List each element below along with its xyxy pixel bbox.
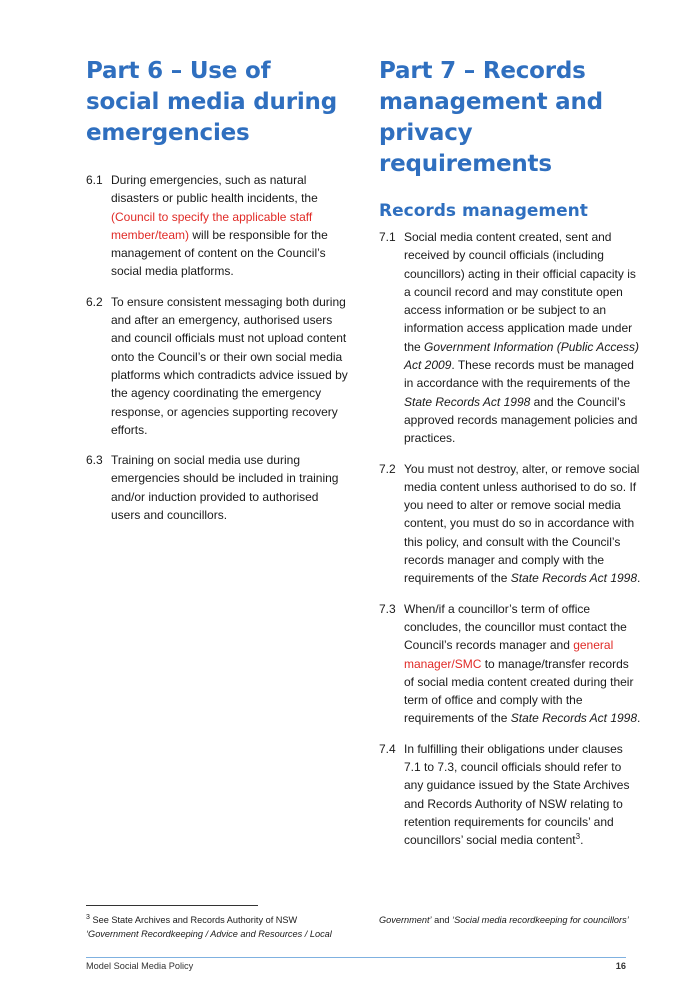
footnote-text: and [431,915,453,925]
part6-title: Part 6 – Use of social media during emergencies [86,58,337,146]
footnote-mark: 3 [86,913,90,921]
clause-text: During emergencies, such as natural disasters or public health incidents, the [111,173,318,206]
act-title: State Records Act 1998 [510,571,638,586]
clause-text: Training on social media use during emergencies should be included in training and/or induction provided to authorised users and councillors. [111,453,339,523]
clause-number: 7.1 [379,230,396,244]
clause-7-2 [379,460,641,588]
clause-text: to manage/transfer records of social media content created during their term of office and comply with the requirements of the [404,656,634,726]
clause-text: In fulfilling their obligations under clauses 7.1 to 7.3, council officials should refer to any guidance issued by the State Archives and Records Authority of NSW relating to retention requirements for councils’ and councillors’ social media content [404,741,630,848]
clause-text: . [580,833,584,848]
clause-text: When/if a councillor’s term of office concludes, the councillor must contact the Council’s records manager and [404,601,627,653]
placeholder-text: (Council to specify the applicable staff member/team) [111,209,313,242]
part6-column [86,56,348,524]
act-title: Government Information (Public Access) Act 2009 [404,339,639,373]
act-title: State Records Act 1998 [510,711,638,726]
act-title: State Records Act 1998 [404,394,531,409]
clause-7-4 [379,740,641,850]
clause-6-3 [86,451,348,524]
clause-text: . [637,711,641,726]
part7-title: Part 7 – Records management and privacy requirements [379,58,603,177]
clause-6-2 [86,293,348,439]
clause-text: . These records must be managed in accordance with the requirements of the [404,358,634,391]
footnote-italic-text: ‘Government Recordkeeping / Advice and Resources / Local [86,929,332,939]
clause-7-1 [379,228,641,448]
footnote-right [379,913,629,927]
footer-rule [86,957,626,958]
clause-text: and the Council’s approved records management policies and practices. [404,394,638,446]
footnote-italic-text: ‘Social media recordkeeping for councillors’ [452,915,629,925]
footnote-left [86,913,356,941]
clause-number: 6.1 [86,173,103,187]
clause-number: 7.4 [379,741,396,756]
clause-number: 6.3 [86,453,103,468]
footnote-italic-text: Government’ [379,915,432,925]
clause-number: 6.2 [86,294,103,309]
clause-text: . [637,571,641,586]
footer-doc-title: Model Social Media Policy [86,961,194,971]
clause-text: To ensure consistent messaging both during and after an emergency, authorised users and council officials must not upload content onto the Council’s or their own social media platforms which contradicts advice issued by the agency coordinating the emergency response, or agencies supporting recovery efforts. [111,294,348,437]
footnote-text: See State Archives and Records Authority of NSW [89,915,298,925]
clause-7-3 [379,600,641,728]
records-management-heading: Records management [379,201,588,221]
footnote-separator [86,905,258,906]
clause-number: 7.3 [379,601,396,616]
footnote-reference[interactable]: 3 [575,832,581,842]
clause-6-1 [86,171,348,281]
part7-column [379,56,641,850]
clause-text: will be responsible for the management of content on the Council’s social media platforms. [111,227,328,279]
clause-number: 7.2 [379,461,396,476]
footer-page-number: 16 [615,961,626,971]
clause-text: You must not destroy, alter, or remove social media content unless authorised to do so. If you need to alter or remove social media content, you must do so in accordance with this policy, and consult with the Council’s records manager and comply with the requirements of the [404,461,640,586]
placeholder-text: general manager/SMC [404,638,614,671]
clause-text: Social media content created, sent and received by council officials (including councillors) acting in their official capacity is a council record and may constitute open access information or be subject to an information access application made under the [404,230,636,354]
